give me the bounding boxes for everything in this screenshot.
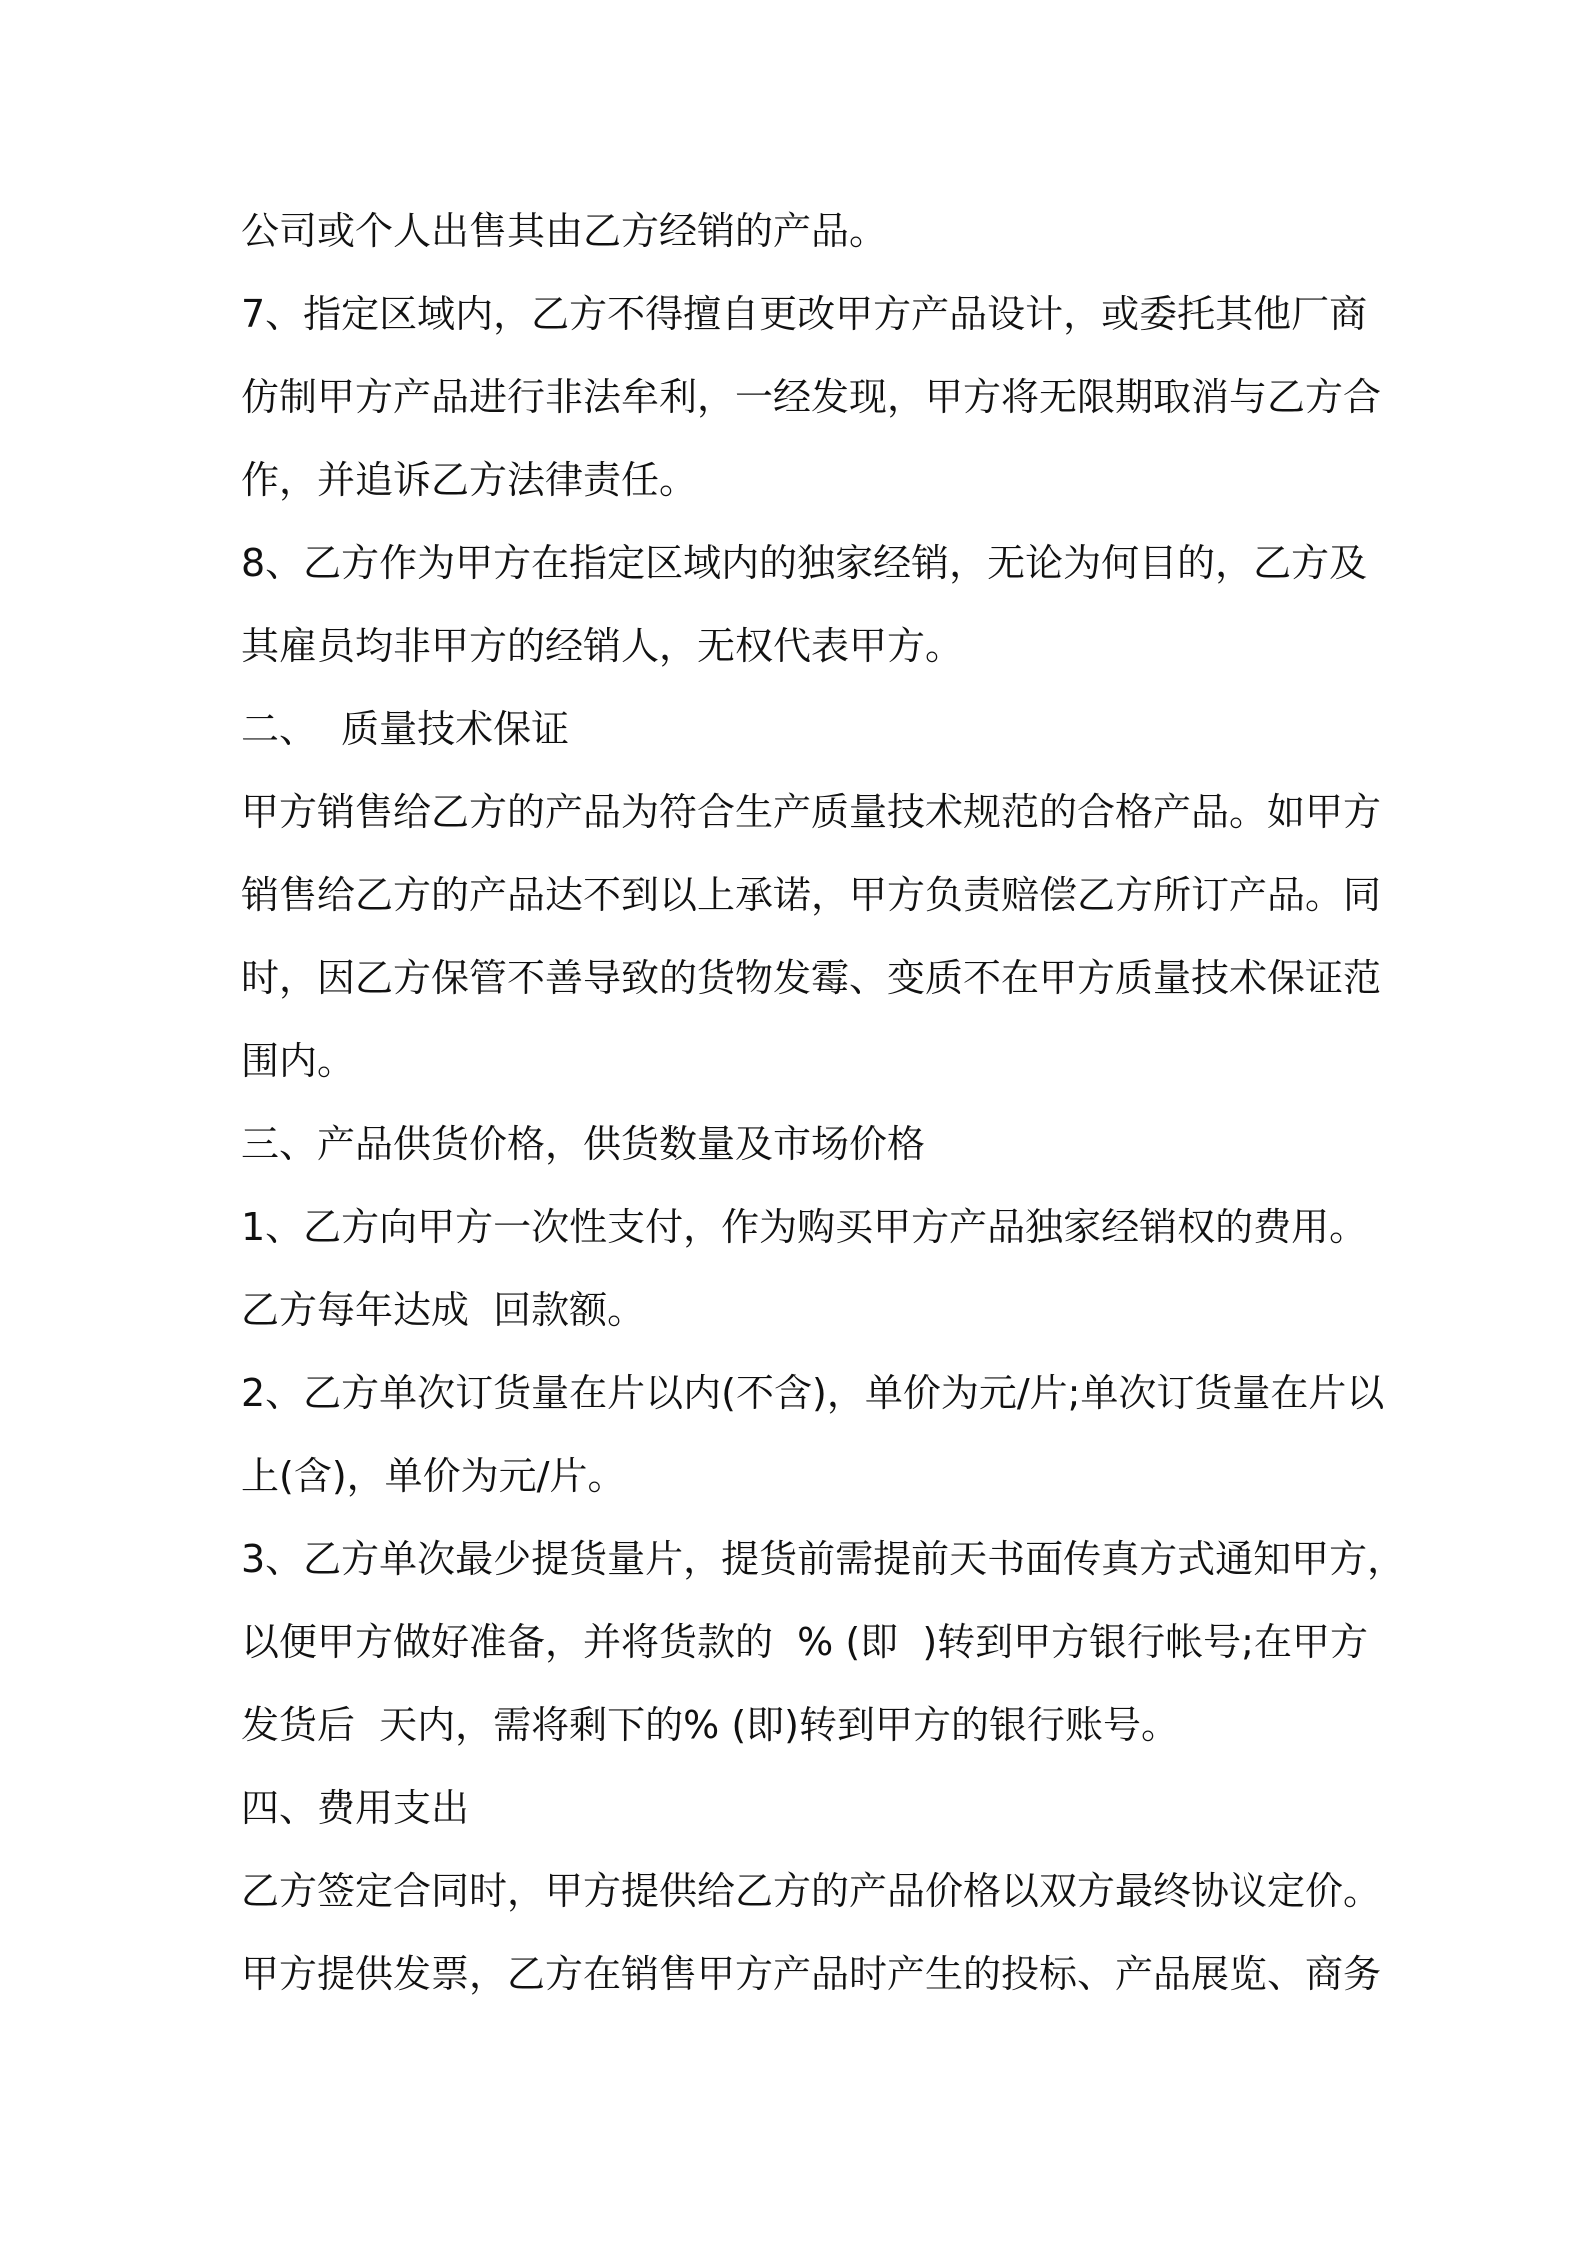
section-2-line-3: 时，因乙方保管不善导致的货物发霉、变质不在甲方质量技术保证范 xyxy=(241,956,1382,1000)
section-2-line-2: 销售给乙方的产品达不到以上承诺，甲方负责赔偿乙方所订产品。同 xyxy=(241,873,1382,917)
section-3-item-3-line-1: 3、乙方单次最少提货量片，提货前需提前天书面传真方式通知甲方， xyxy=(241,1537,1406,1581)
section-3-heading: 三、产品供货价格，供货数量及市场价格 xyxy=(241,1122,926,1166)
section-3-item-1-line-2: 乙方每年达成 回款额。 xyxy=(241,1288,646,1332)
text-line: 公司或个人出售其由乙方经销的产品。 xyxy=(241,209,888,253)
section-3-item-2-line-2: 上(含)，单价为元/片。 xyxy=(241,1454,626,1498)
section-2-heading: 二、 质量技术保证 xyxy=(241,707,570,751)
document-body xyxy=(241,190,1406,2016)
section-3-item-1-line-1: 1、乙方向甲方一次性支付，作为购买甲方产品独家经销权的费用。 xyxy=(241,1205,1368,1249)
section-4-heading: 四、费用支出 xyxy=(241,1786,470,1830)
section-2-line-4: 围内。 xyxy=(241,1039,356,1083)
section-3-item-3-line-3: 发货后 天内，需将剩下的% (即)转到甲方的银行账号。 xyxy=(241,1703,1179,1747)
clause-7-line-1: 7、指定区域内，乙方不得擅自更改甲方产品设计，或委托其他厂商 xyxy=(241,292,1368,336)
section-4-line-1: 乙方签定合同时，甲方提供给乙方的产品价格以双方最终协议定价。 xyxy=(241,1869,1382,1913)
clause-7-line-2: 仿制甲方产品进行非法牟利，一经发现，甲方将无限期取消与乙方合 xyxy=(241,375,1382,419)
clause-7-line-3: 作，并追诉乙方法律责任。 xyxy=(241,458,698,502)
section-3-item-2-line-1: 2、乙方单次订货量在片以内(不含)，单价为元/片;单次订货量在片以 xyxy=(241,1371,1385,1415)
section-3-item-3-line-2: 以便甲方做好准备，并将货款的 % (即 )转到甲方银行帐号;在甲方 xyxy=(241,1620,1368,1664)
clause-8-line-1: 8、乙方作为甲方在指定区域内的独家经销，无论为何目的，乙方及 xyxy=(241,541,1368,585)
section-4-line-2: 甲方提供发票，乙方在销售甲方产品时产生的投标、产品展览、商务 xyxy=(241,1952,1382,1996)
section-2-line-1: 甲方销售给乙方的产品为符合生产质量技术规范的合格产品。如甲方 xyxy=(241,790,1382,834)
clause-8-line-2: 其雇员均非甲方的经销人，无权代表甲方。 xyxy=(241,624,964,668)
